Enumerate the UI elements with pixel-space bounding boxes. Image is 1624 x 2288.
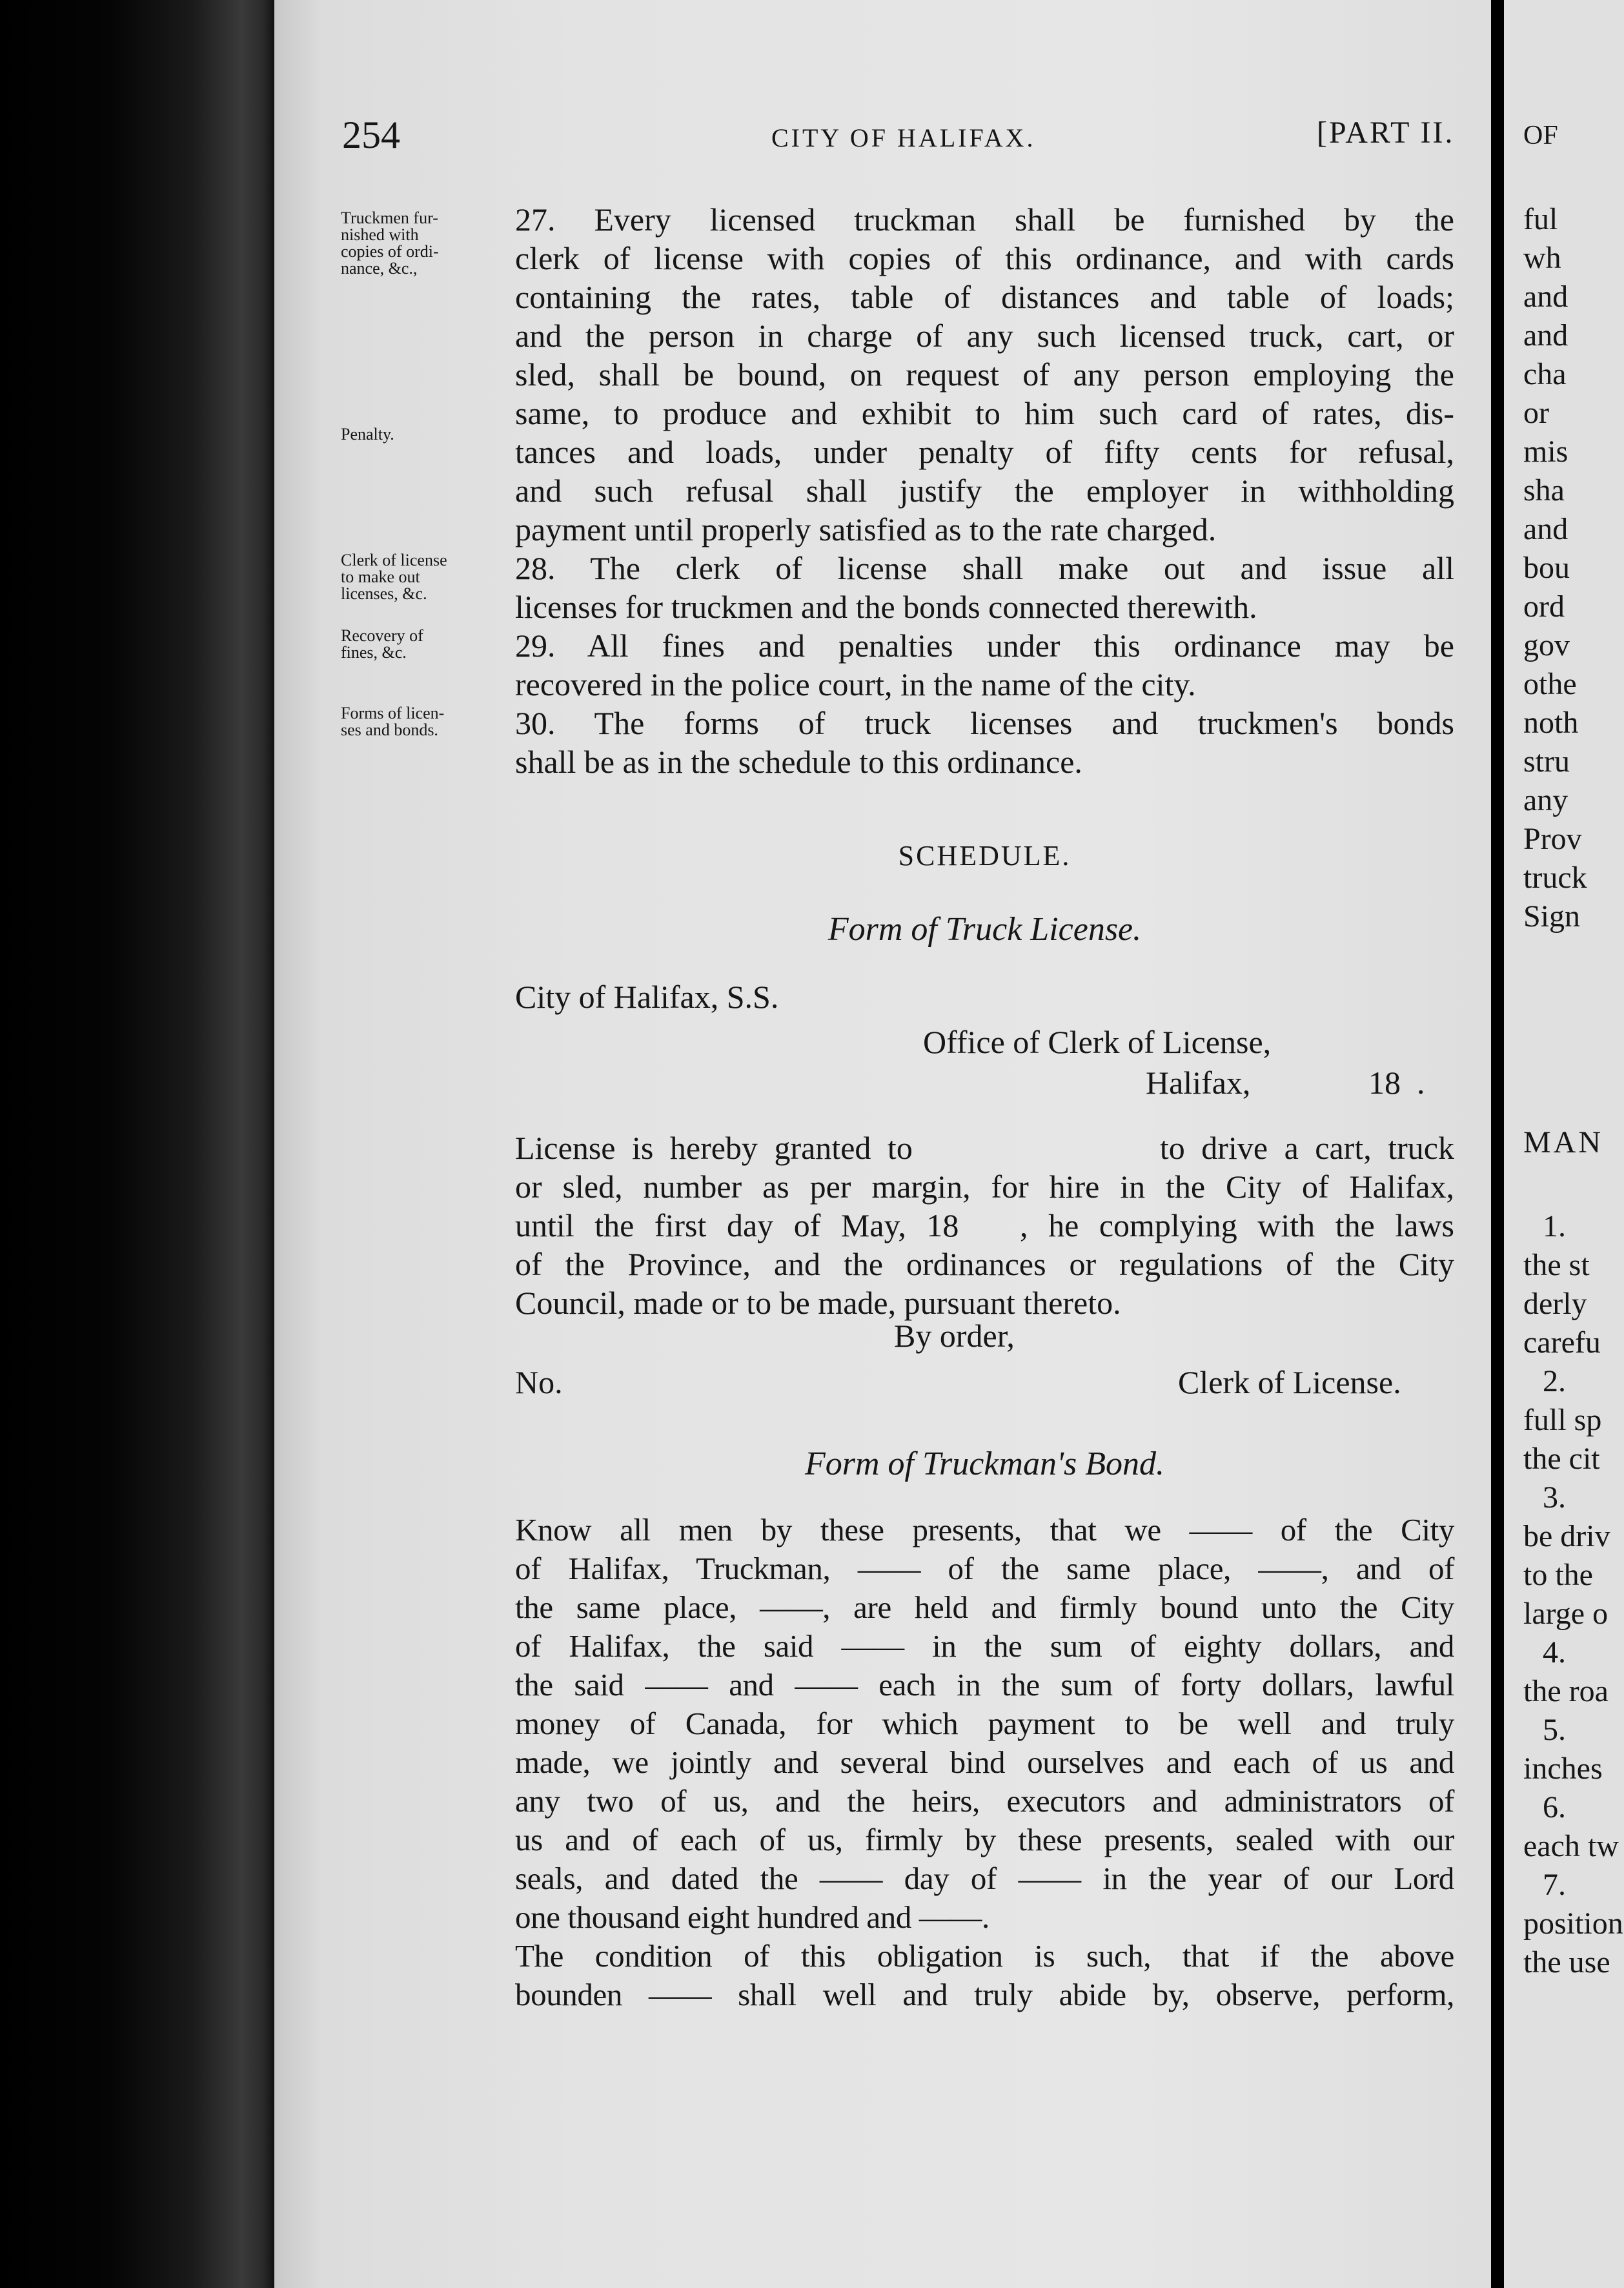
bond-body-line: one thousand eight hundred and ——.: [515, 1899, 990, 1935]
facing-page-line: the roa: [1523, 1674, 1609, 1708]
facing-page-line: 6.: [1543, 1790, 1566, 1824]
section-30-line: shall be as in the schedule to this ordinance.: [515, 744, 1082, 780]
bond-body-line: bounden —— shall well and truly abide by, observe, perform,: [515, 1977, 1454, 2012]
facing-page-line: position: [1523, 1906, 1623, 1941]
sidenote-clerk-of-license: [341, 552, 515, 602]
facing-page-line: Prov: [1523, 822, 1582, 856]
form-truckman-bond-title: Form of Truckman's Bond.: [804, 1445, 1165, 1482]
running-head: CITY OF HALIFAX.: [771, 123, 1036, 152]
section-27-line: and such refusal shall justify the employer in withholding: [515, 473, 1454, 509]
license-body-line: License is hereby granted to to drive a cart, truck: [515, 1130, 1454, 1166]
book-spine-shadow: [0, 0, 274, 2288]
license-by-order: By order,: [894, 1318, 1015, 1354]
facing-page-line: the cit: [1523, 1442, 1600, 1476]
form-truck-license-title: Form of Truck License.: [827, 911, 1142, 948]
facing-page-line: Sign: [1523, 899, 1581, 934]
facing-page-line: OF: [1523, 121, 1558, 150]
page-number: 254: [342, 114, 400, 156]
facing-page-line: and: [1523, 318, 1568, 352]
facing-page-line: bou: [1523, 551, 1570, 585]
facing-page-line: inches: [1523, 1752, 1603, 1786]
bond-body-line: seals, and dated the —— day of —— in the year of our Lord: [515, 1861, 1454, 1896]
sidenote-line: Clerk of license: [341, 551, 447, 569]
facing-page-line: the st: [1523, 1248, 1590, 1282]
facing-page-line: to the: [1523, 1558, 1593, 1592]
sidenote-line: nished with: [341, 225, 419, 244]
part-label: [PART II.: [1317, 116, 1455, 150]
license-body-line: or sled, number as per margin, for hire in the City of Halifax,: [515, 1169, 1454, 1205]
facing-page-line: and: [1523, 280, 1568, 314]
facing-page-line: othe: [1523, 667, 1577, 701]
facing-page-line: or: [1523, 396, 1549, 430]
facing-page-line: and: [1523, 512, 1568, 546]
license-office-line: Office of Clerk of License,: [923, 1024, 1272, 1060]
facing-page-line: 3.: [1543, 1480, 1566, 1515]
section-27-line: clerk of license with copies of this ordinance, and with cards: [515, 240, 1454, 276]
facing-page-line: any: [1523, 783, 1568, 817]
section-28-line: 28. The clerk of license shall make out and issue all: [515, 550, 1454, 586]
facing-page-line: 1.: [1543, 1209, 1566, 1243]
facing-page-line: derly: [1523, 1287, 1587, 1321]
section-27-line: tances and loads, under penalty of fifty cents for refusal,: [515, 434, 1454, 470]
license-date-year: 18 .: [1368, 1065, 1425, 1101]
sidenote-line: Forms of licen-: [341, 704, 445, 722]
facing-page-line: gov: [1523, 628, 1570, 662]
license-date-place: Halifax,: [1146, 1065, 1251, 1101]
facing-page-line: truck: [1523, 861, 1587, 895]
schedule-heading: SCHEDULE.: [898, 840, 1071, 872]
section-27-line: 27. Every licensed truckman shall be furnished by the: [515, 201, 1454, 238]
facing-page-line: large o: [1523, 1597, 1609, 1631]
license-body-line: of the Province, and the ordinances or regulations of the City: [515, 1246, 1454, 1282]
facing-page-line: be driv: [1523, 1519, 1610, 1553]
bond-body-line: Know all men by these presents, that we —— of the City: [515, 1512, 1454, 1547]
license-body-line: Council, made or to be made, pursuant thereto.: [515, 1285, 1121, 1321]
facing-page-line: wh: [1523, 241, 1561, 275]
page-gutter: [1491, 0, 1504, 2288]
section-29-line: recovered in the police court, in the name of the city.: [515, 666, 1196, 702]
sidenote-line: ses and bonds.: [341, 720, 438, 739]
sidenote-line: licenses, &c.: [341, 584, 427, 603]
facing-page-line: full sp: [1523, 1403, 1602, 1437]
sidenote-line: copies of ordi-: [341, 242, 439, 261]
sidenote-line: to make out: [341, 567, 420, 586]
section-27-line: payment until properly satisfied as to the rate charged.: [515, 511, 1217, 547]
section-30-line: 30. The forms of truck licenses and truckmen's bonds: [515, 705, 1454, 741]
section-29-line: 29. All fines and penalties under this ordinance may be: [515, 628, 1454, 664]
section-27-line: containing the rates, table of distances and table of loads;: [515, 279, 1454, 315]
facing-page-line: 5.: [1543, 1713, 1566, 1747]
facing-page-line: cha: [1523, 357, 1567, 391]
facing-page-line: each tw: [1523, 1829, 1619, 1863]
section-27-line: same, to produce and exhibit to him such card of rates, dis-: [515, 395, 1454, 431]
section-27-line: sled, shall be bound, on request of any person employing the: [515, 356, 1454, 393]
facing-page-fragment: [1504, 0, 1624, 2288]
bond-body-line: The condition of this obligation is such, that if the above: [515, 1938, 1454, 1974]
bond-body-line: money of Canada, for which payment to be well and truly: [515, 1706, 1454, 1741]
bond-body-line: the said —— and —— each in the sum of forty dollars, lawful: [515, 1667, 1454, 1702]
section-28-line: licenses for truckmen and the bonds connected therewith.: [515, 589, 1257, 625]
facing-page-line: carefu: [1523, 1325, 1601, 1360]
sidenote-line: Penalty.: [341, 425, 394, 444]
bond-body-line: us and of each of us, firmly by these presents, sealed with our: [515, 1822, 1454, 1857]
sidenote-line: fines, &c.: [341, 643, 407, 662]
sidenote-line: nance, &c.,: [341, 259, 418, 278]
facing-page-line: ord: [1523, 589, 1565, 624]
facing-page-line: 4.: [1543, 1635, 1566, 1670]
bond-body-line: the same place, ——, are held and firmly bound unto the City: [515, 1589, 1454, 1625]
sidenote-penalty: [341, 426, 515, 443]
facing-page-line: mis: [1523, 434, 1568, 469]
facing-page-line: noth: [1523, 706, 1579, 740]
sidenote-line: Truckmen fur-: [341, 209, 438, 227]
bond-body-line: of Halifax, Truckman, —— of the same place, ——, and of: [515, 1551, 1454, 1586]
facing-page-line: MAN: [1523, 1125, 1604, 1159]
license-city-line: City of Halifax, S.S.: [515, 979, 779, 1015]
facing-page-line: stru: [1523, 744, 1570, 779]
bond-body-line: made, we jointly and several bind ourselves and each of us and: [515, 1744, 1454, 1780]
facing-page-line: the use: [1523, 1945, 1610, 1979]
license-body-line: until the first day of May, 18 , he complying with the laws: [515, 1207, 1454, 1243]
bond-body-line: any two of us, and the heirs, executors and administrators of: [515, 1783, 1454, 1819]
bond-body-line: of Halifax, the said —— in the sum of eighty dollars, and: [515, 1628, 1454, 1664]
license-signature: Clerk of License.: [1178, 1364, 1401, 1400]
facing-page-line: 7.: [1543, 1868, 1566, 1902]
sidenote-truckmen-furnished: [341, 210, 515, 277]
section-27-line: and the person in charge of any such licensed truck, cart, or: [515, 318, 1454, 354]
facing-page-line: 2.: [1543, 1364, 1566, 1398]
sidenote-line: Recovery of: [341, 626, 423, 645]
sidenote-recovery-of-fines: [341, 628, 515, 661]
facing-page-line: sha: [1523, 473, 1565, 507]
sidenote-forms: [341, 705, 515, 739]
license-number-label: No.: [515, 1364, 563, 1400]
facing-page-line: ful: [1523, 202, 1558, 236]
